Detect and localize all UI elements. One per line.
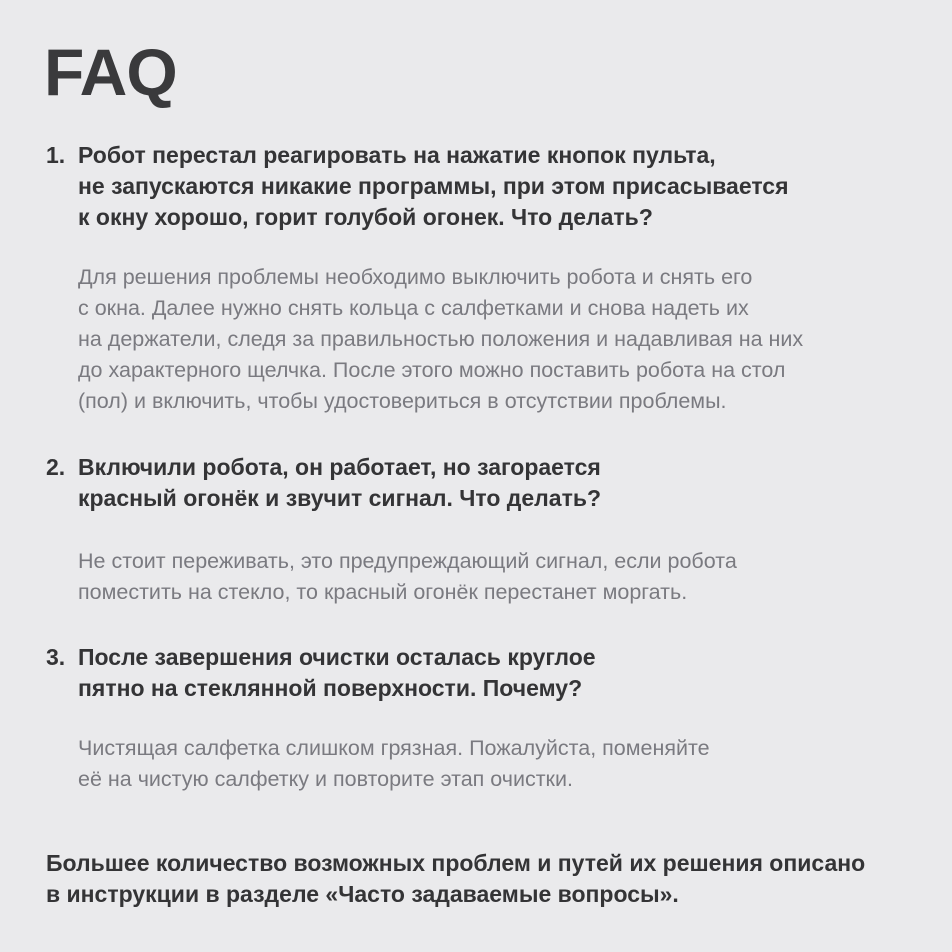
question-1-number: 1. [46,142,66,168]
answer-3-text: Чистящая салфетка слишком грязная. Пожалуйста, поменяйте её на чистую салфетку и повторите этап очистки. [78,736,710,791]
question-1-text: Робот перестал реагировать на нажатие кнопок пульта, не запускаются никакие программы, при этом присасывается к окну хорошо, горит голубой огонек. Что делать? [78,142,789,230]
question-2-text: Включили робота, он работает, но загорается красный огонёк и звучит сигнал. Что делать? [78,454,602,511]
page-title: FAQ [44,35,177,109]
question-3-text: После завершения очистки осталась круглое пятно на стеклянной поверхности. Почему? [78,644,596,701]
question-3-number: 3. [46,644,66,670]
answer-1-text: Для решения проблемы необходимо выключить робота и снять его с окна. Далее нужно снять кольца с салфетками и снова надеть их на держатели, следя за правильностью положения и надавливая на них до характерного щелчка. После этого можно поставить робота на стол (пол) и включить, чтобы удостовериться в отсутствии проблемы. [78,265,804,413]
footer-note: Большее количество возможных проблем и путей их решения описано в инструкции в разделе «Часто задаваемые вопросы». [46,850,866,907]
question-2-number: 2. [46,454,66,480]
answer-2-text: Не стоит переживать, это предупреждающий сигнал, если робота поместить на стекло, то красный огонёк перестанет моргать. [78,549,737,604]
